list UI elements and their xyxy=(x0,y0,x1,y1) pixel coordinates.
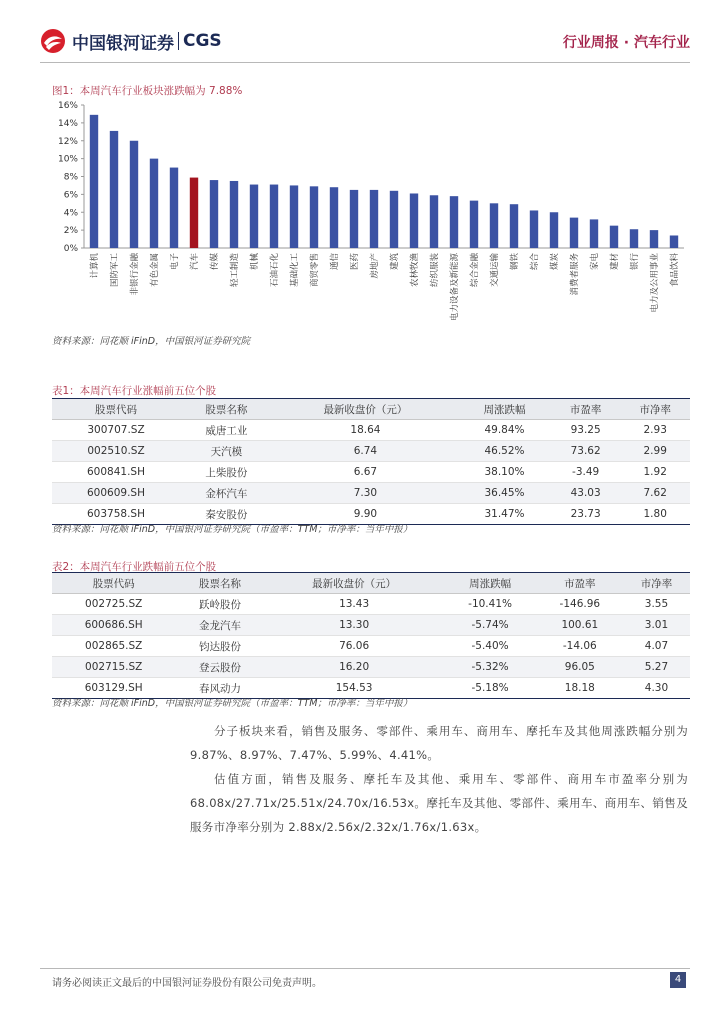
x-tick-label: 农林牧渔 xyxy=(410,253,420,288)
cell-pe: 18.18 xyxy=(537,678,623,699)
x-tick-label: 建筑 xyxy=(390,253,400,271)
col-header-pe: 市盈率 xyxy=(551,399,621,420)
x-tick-label: 综合金融 xyxy=(470,253,480,288)
col-header-pe: 市盈率 xyxy=(537,573,623,594)
x-tick-label: 煤炭 xyxy=(550,253,560,271)
logo-chinese-text: 中国银河证券 xyxy=(72,33,174,54)
cell-code: 600609.SH xyxy=(52,483,180,504)
cell-change: -5.74% xyxy=(443,615,536,636)
col-header-name: 股票名称 xyxy=(180,399,273,420)
cell-name: 登云股份 xyxy=(175,657,264,678)
bar xyxy=(90,115,98,248)
x-tick-label: 电力设备及新能源 xyxy=(450,253,460,322)
table-row xyxy=(52,441,690,462)
x-tick-label: 交通运输 xyxy=(490,253,500,288)
y-tick-label: 6% xyxy=(63,190,78,201)
cell-code: 002725.SZ xyxy=(52,594,175,615)
body-paragraph-1: 分子板块来看，销售及服务、零部件、乘用车、商用车、摩托车及其他周涨跌幅分别为 9.87%、8.97%、7.47%、5.99%、4.41%。 xyxy=(190,724,688,762)
bar xyxy=(310,186,318,248)
cell-pe: -146.96 xyxy=(537,594,623,615)
x-tick-label: 石油石化 xyxy=(270,253,280,288)
x-tick-label: 家电 xyxy=(590,253,600,271)
cell-pb: 5.27 xyxy=(623,657,690,678)
col-header-code: 股票代码 xyxy=(52,399,180,420)
table-row xyxy=(52,594,690,615)
x-tick-label: 基础化工 xyxy=(290,253,300,288)
cell-pb: 3.01 xyxy=(623,615,690,636)
cell-pe: 100.61 xyxy=(537,615,623,636)
x-tick-label: 计算机 xyxy=(90,253,100,279)
top-losers-table xyxy=(52,572,690,699)
y-tick-label: 8% xyxy=(63,172,78,183)
cell-code: 600841.SH xyxy=(52,462,180,483)
cell-close: 13.43 xyxy=(265,594,444,615)
x-tick-label: 钢铁 xyxy=(510,253,520,271)
bar xyxy=(510,204,518,248)
y-tick-label: 16% xyxy=(57,101,78,111)
table-row xyxy=(52,615,690,636)
cell-name: 金杯汽车 xyxy=(180,483,273,504)
cell-pb: 2.99 xyxy=(620,441,690,462)
bar xyxy=(570,218,578,248)
x-tick-label: 电力及公用事业 xyxy=(650,253,660,313)
report-title: 行业周报 · 汽车行业 xyxy=(562,35,690,51)
col-header-change: 周涨跌幅 xyxy=(443,573,536,594)
x-tick-label: 商贸零售 xyxy=(310,253,320,288)
top-gainers-table xyxy=(52,398,690,525)
bar xyxy=(130,141,138,248)
body-paragraph-2: 估值方面，销售及服务、摩托车及其他、乘用车、零部件、商用车市盈率分别为 68.08x/27.71x/25.51x/24.70x/16.53x。摩托车及其他、零部件、乘用车、商用车、销售及服务市净率分别为 2.88x/2.56x/2.32x/1.76x/1.63x。 xyxy=(190,772,688,834)
bar xyxy=(550,212,558,248)
y-tick-label: 10% xyxy=(57,154,78,165)
bar xyxy=(430,195,438,248)
table-row xyxy=(52,657,690,678)
x-tick-label: 非银行金融 xyxy=(130,253,140,296)
col-header-change: 周涨跌幅 xyxy=(458,399,551,420)
cell-change: 38.10% xyxy=(458,462,551,483)
table-row xyxy=(52,420,690,441)
bar xyxy=(150,159,158,248)
cell-pb: 2.93 xyxy=(620,420,690,441)
cell-change: 46.52% xyxy=(458,441,551,462)
table2-caption: 表2：本周汽车行业跌幅前五位个股 xyxy=(52,561,217,573)
bar xyxy=(190,178,198,248)
cell-change: -5.18% xyxy=(443,678,536,699)
bar xyxy=(270,185,278,248)
cell-pb: 7.62 xyxy=(620,483,690,504)
bar xyxy=(170,168,178,248)
y-tick-label: 4% xyxy=(63,208,78,219)
cell-name: 春风动力 xyxy=(175,678,264,699)
cell-pe: 93.25 xyxy=(551,420,621,441)
bar xyxy=(650,230,658,248)
cell-code: 002865.SZ xyxy=(52,636,175,657)
x-tick-label: 传媒 xyxy=(210,253,220,271)
x-tick-label: 银行 xyxy=(630,253,640,271)
cell-name: 秦安股份 xyxy=(180,504,273,525)
cell-change: -5.32% xyxy=(443,657,536,678)
footer-disclaimer: 请务必阅读正文最后的中国银河证券股份有限公司免责声明。 xyxy=(52,978,322,989)
cell-close: 13.30 xyxy=(265,615,444,636)
logo-english-text: CGS xyxy=(183,31,222,51)
y-tick-label: 12% xyxy=(57,136,78,147)
cell-close: 76.06 xyxy=(265,636,444,657)
x-tick-label: 医药 xyxy=(350,253,360,271)
logo-divider xyxy=(178,32,179,50)
col-header-pb: 市净率 xyxy=(620,399,690,420)
bar xyxy=(350,190,358,248)
cell-pe: -14.06 xyxy=(537,636,623,657)
y-tick-label: 2% xyxy=(63,226,78,237)
figure1-caption: 图1：本周汽车行业板块涨跌幅为 7.88% xyxy=(52,85,243,97)
bar xyxy=(530,210,538,248)
logo-icon xyxy=(40,28,66,54)
bar xyxy=(490,203,498,248)
x-tick-label: 机械 xyxy=(250,253,260,271)
cell-name: 上柴股份 xyxy=(180,462,273,483)
x-tick-label: 消费者服务 xyxy=(570,253,580,296)
table1-caption: 表1：本周汽车行业涨幅前五位个股 xyxy=(52,385,217,397)
table-row xyxy=(52,462,690,483)
x-tick-label: 国防军工 xyxy=(110,253,120,288)
bar xyxy=(410,193,418,248)
cell-code: 603758.SH xyxy=(52,504,180,525)
bar xyxy=(330,187,338,248)
bar xyxy=(250,185,258,248)
industry-weekly-change-chart xyxy=(52,97,692,333)
bar xyxy=(370,190,378,248)
footer-divider xyxy=(40,968,690,969)
bar xyxy=(290,185,298,248)
x-tick-label: 轻工制造 xyxy=(230,253,240,288)
page-number: 4 xyxy=(670,972,686,988)
header-divider xyxy=(40,62,690,63)
cell-name: 跃岭股份 xyxy=(175,594,264,615)
cell-pb: 3.55 xyxy=(623,594,690,615)
cell-close: 154.53 xyxy=(265,678,444,699)
cell-name: 天汽模 xyxy=(180,441,273,462)
cell-code: 603129.SH xyxy=(52,678,175,699)
bar xyxy=(630,229,638,248)
cell-name: 金龙汽车 xyxy=(175,615,264,636)
cell-pe: 43.03 xyxy=(551,483,621,504)
figure1-source: 资料来源：同花顺 iFinD，中国银河证券研究院 xyxy=(52,336,251,347)
cell-change: 36.45% xyxy=(458,483,551,504)
cell-close: 6.67 xyxy=(273,462,458,483)
cell-name: 钧达股份 xyxy=(175,636,264,657)
cell-close: 18.64 xyxy=(273,420,458,441)
cell-pb: 4.07 xyxy=(623,636,690,657)
bar xyxy=(210,180,218,248)
col-header-code: 股票代码 xyxy=(52,573,175,594)
col-header-name: 股票名称 xyxy=(175,573,264,594)
table-row xyxy=(52,483,690,504)
cell-close: 6.74 xyxy=(273,441,458,462)
bar xyxy=(230,181,238,248)
x-tick-label: 电子 xyxy=(170,253,180,271)
cell-pb: 1.80 xyxy=(620,504,690,525)
bar xyxy=(470,201,478,248)
bar xyxy=(610,226,618,248)
x-tick-label: 汽车 xyxy=(190,253,200,271)
cell-pe: 23.73 xyxy=(551,504,621,525)
cell-code: 002510.SZ xyxy=(52,441,180,462)
cell-close: 9.90 xyxy=(273,504,458,525)
col-header-pb: 市净率 xyxy=(623,573,690,594)
cell-pb: 4.30 xyxy=(623,678,690,699)
cell-change: 31.47% xyxy=(458,504,551,525)
bar xyxy=(110,131,118,248)
x-tick-label: 房地产 xyxy=(370,253,380,279)
x-tick-label: 有色金属 xyxy=(150,253,160,288)
bar xyxy=(390,191,398,248)
col-header-close: 最新收盘价（元） xyxy=(273,399,458,420)
col-header-close: 最新收盘价（元） xyxy=(265,573,444,594)
bar xyxy=(670,235,678,248)
y-tick-label: 0% xyxy=(63,244,78,254)
cell-change: -10.41% xyxy=(443,594,536,615)
y-tick-label: 14% xyxy=(57,118,78,129)
cell-change: 49.84% xyxy=(458,420,551,441)
cell-pe: -3.49 xyxy=(551,462,621,483)
x-tick-label: 建材 xyxy=(610,253,620,271)
cell-pe: 73.62 xyxy=(551,441,621,462)
table2-source: 资料来源：同花顺 iFinD，中国银河证券研究院（市盈率：TTM；市净率：当年中报） xyxy=(52,698,413,709)
bar xyxy=(590,219,598,248)
cell-change: -5.40% xyxy=(443,636,536,657)
cell-code: 600686.SH xyxy=(52,615,175,636)
cell-pb: 1.92 xyxy=(620,462,690,483)
table1-source: 资料来源：同花顺 iFinD，中国银河证券研究院（市盈率：TTM；市净率：当年中报） xyxy=(52,524,413,535)
cell-close: 16.20 xyxy=(265,657,444,678)
bar xyxy=(450,196,458,248)
cell-pe: 96.05 xyxy=(537,657,623,678)
x-tick-label: 食品饮料 xyxy=(670,253,680,288)
cell-close: 7.30 xyxy=(273,483,458,504)
x-tick-label: 综合 xyxy=(530,253,540,271)
brand-logo xyxy=(40,28,222,54)
table-row xyxy=(52,636,690,657)
cell-code: 300707.SZ xyxy=(52,420,180,441)
cell-code: 002715.SZ xyxy=(52,657,175,678)
cell-name: 威唐工业 xyxy=(180,420,273,441)
x-tick-label: 通信 xyxy=(330,253,340,271)
x-tick-label: 纺织服装 xyxy=(430,253,440,288)
